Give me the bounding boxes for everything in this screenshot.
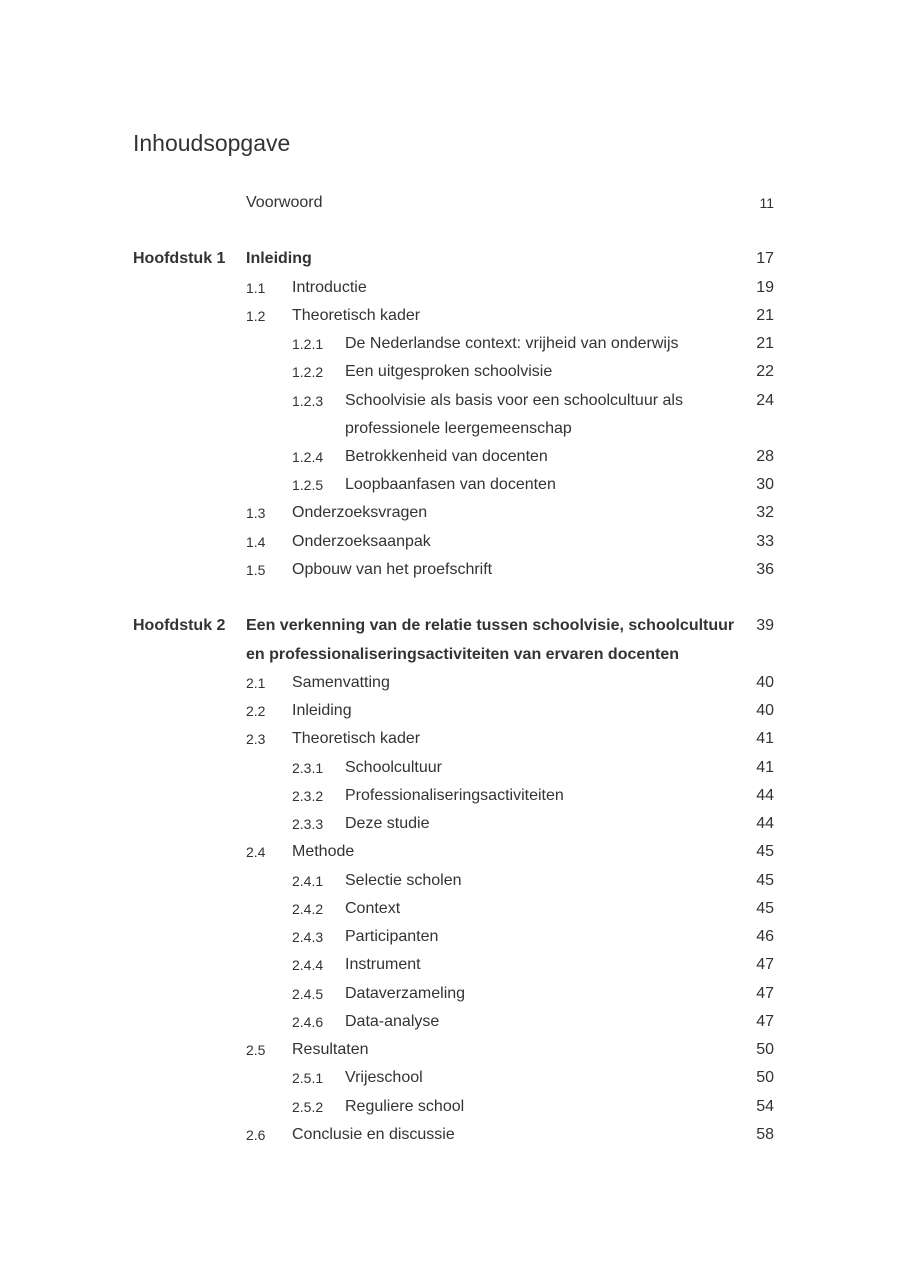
entry-page: 36 xyxy=(756,561,774,578)
entry-number: 1.1 xyxy=(246,280,266,296)
entry-title: De Nederlandse context: vrijheid van onderwijs xyxy=(345,335,679,352)
entry-number: 1.2.1 xyxy=(292,336,324,352)
entry-page: 54 xyxy=(756,1098,774,1115)
entry-title: Voorwoord xyxy=(246,194,323,211)
entry-title: Resultaten xyxy=(292,1041,369,1058)
entry-number: 2.2 xyxy=(246,703,266,719)
entry-page: 47 xyxy=(756,1013,774,1030)
entry-page: 21 xyxy=(756,307,774,324)
entry-page: 30 xyxy=(756,476,774,493)
entry-title: Professionaliseringsactiviteiten xyxy=(345,787,564,804)
entry-page: 58 xyxy=(756,1126,774,1143)
entry-title: Theoretisch kader xyxy=(292,307,421,324)
entry-number: 2.1 xyxy=(246,675,266,691)
entry-number: 1.2.3 xyxy=(292,393,324,409)
page-title: Inhoudsopgave xyxy=(133,130,291,156)
entry-title: Context xyxy=(345,900,401,917)
entry-number: 1.3 xyxy=(246,505,266,521)
chapter-title-continuation: en professionaliseringsactiviteiten van ervaren docenten xyxy=(246,646,680,663)
entry-title: Selectie scholen xyxy=(345,872,462,889)
entry-number: 2.3.1 xyxy=(292,760,324,776)
entry-title: Een uitgesproken schoolvisie xyxy=(345,363,553,380)
entry-number: 2.4 xyxy=(246,844,266,860)
entry-page: 32 xyxy=(756,504,774,521)
entry-page: 40 xyxy=(756,702,774,719)
entry-title: Schoolvisie als basis voor een schoolcultuur als xyxy=(345,392,683,409)
entry-title: Reguliere school xyxy=(345,1098,465,1115)
chapter-title: Een verkenning van de relatie tussen schoolvisie, schoolcultuur xyxy=(246,617,735,634)
entry-number: 1.4 xyxy=(246,534,266,550)
entry-title: Introductie xyxy=(292,279,367,296)
entry-title: Vrijeschool xyxy=(345,1069,423,1086)
entry-number: 2.6 xyxy=(246,1127,266,1143)
entry-page: 11 xyxy=(759,195,774,211)
entry-page: 44 xyxy=(756,787,774,804)
entry-page: 45 xyxy=(756,900,774,917)
entry-title: Inleiding xyxy=(292,702,352,719)
entry-number: 1.2.2 xyxy=(292,364,324,380)
entry-title: Participanten xyxy=(345,928,439,945)
chapter-label: Hoofdstuk 1 xyxy=(133,250,226,267)
entry-number: 2.5 xyxy=(246,1042,266,1058)
entry-title: Methode xyxy=(292,843,355,860)
entry-number: 2.3 xyxy=(246,731,266,747)
entry-page: 33 xyxy=(756,533,774,550)
entry-title: Loopbaanfasen van docenten xyxy=(345,476,556,493)
entry-title: Samenvatting xyxy=(292,674,390,691)
chapter-page: 17 xyxy=(756,250,774,267)
entry-page: 41 xyxy=(756,730,774,747)
entry-title: Deze studie xyxy=(345,815,430,832)
entry-page: 40 xyxy=(756,674,774,691)
entry-number: 2.4.4 xyxy=(292,957,324,973)
entry-page: 44 xyxy=(756,815,774,832)
entry-title: Dataverzameling xyxy=(345,985,466,1002)
entry-title-continuation: professionele leergemeenschap xyxy=(345,420,572,437)
entry-title: Schoolcultuur xyxy=(345,759,442,776)
entry-title: Onderzoeksvragen xyxy=(292,504,428,521)
entry-title: Opbouw van het proefschrift xyxy=(292,561,493,578)
entry-page: 28 xyxy=(756,448,774,465)
entry-number: 1.2.4 xyxy=(292,449,324,465)
entry-page: 47 xyxy=(756,956,774,973)
entry-title: Data-analyse xyxy=(345,1013,440,1030)
entry-number: 1.2 xyxy=(246,308,266,324)
entry-number: 2.3.2 xyxy=(292,788,324,804)
entry-page: 22 xyxy=(756,363,774,380)
entry-number: 2.4.5 xyxy=(292,986,324,1002)
entry-page: 50 xyxy=(756,1041,774,1058)
entry-title: Conclusie en discussie xyxy=(292,1126,455,1143)
entry-title: Instrument xyxy=(345,956,421,973)
entry-page: 50 xyxy=(756,1069,774,1086)
entry-title: Betrokkenheid van docenten xyxy=(345,448,548,465)
entry-page: 46 xyxy=(756,928,774,945)
entry-page: 45 xyxy=(756,872,774,889)
entry-number: 1.5 xyxy=(246,562,266,578)
entry-title: Onderzoeksaanpak xyxy=(292,533,431,550)
chapter-label: Hoofdstuk 2 xyxy=(133,617,226,634)
entry-page: 45 xyxy=(756,843,774,860)
entry-page: 24 xyxy=(756,392,774,409)
entry-number: 1.2.5 xyxy=(292,477,324,493)
entry-title: Theoretisch kader xyxy=(292,730,421,747)
entry-page: 47 xyxy=(756,985,774,1002)
entry-number: 2.4.3 xyxy=(292,929,324,945)
entry-number: 2.4.2 xyxy=(292,901,324,917)
entry-number: 2.4.6 xyxy=(292,1014,324,1030)
entry-number: 2.5.1 xyxy=(292,1070,324,1086)
chapter-title: Inleiding xyxy=(246,250,312,267)
chapter-page: 39 xyxy=(756,617,774,634)
entry-page: 21 xyxy=(756,335,774,352)
entry-number: 2.5.2 xyxy=(292,1099,324,1115)
entry-page: 41 xyxy=(756,759,774,776)
entry-number: 2.3.3 xyxy=(292,816,324,832)
entry-page: 19 xyxy=(756,279,774,296)
entry-number: 2.4.1 xyxy=(292,873,324,889)
